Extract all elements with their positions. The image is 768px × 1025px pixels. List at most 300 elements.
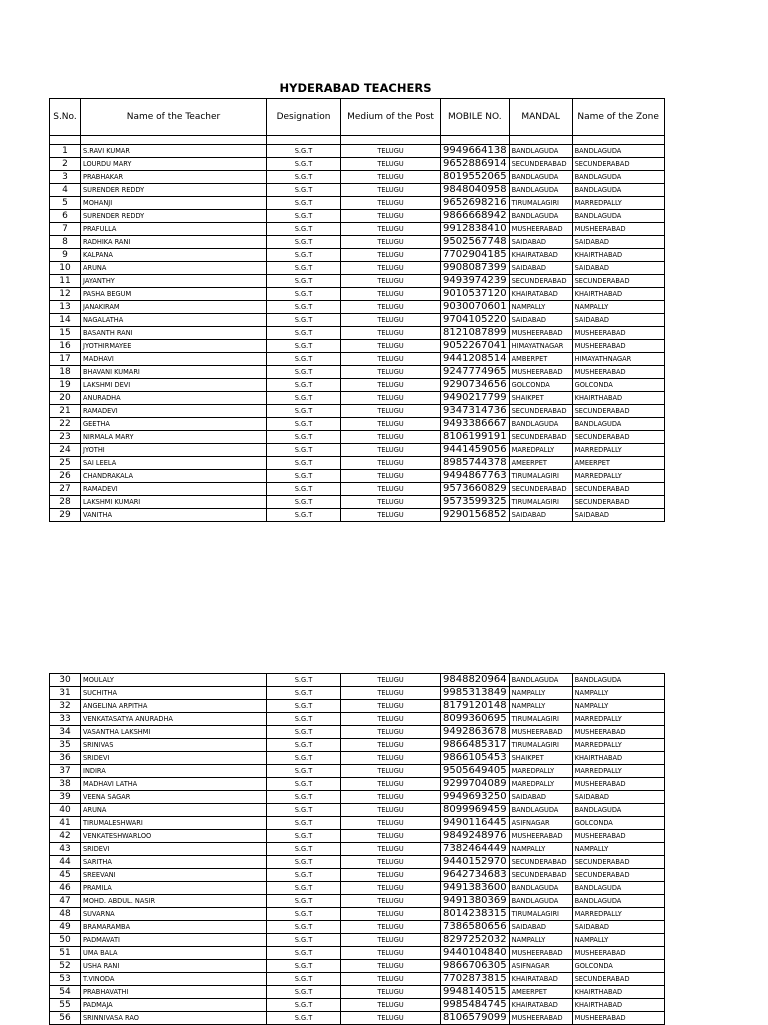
table-body-top: [50, 145, 665, 522]
cell-sno: 56: [50, 1012, 81, 1025]
header-name: Name of the Teacher: [81, 99, 267, 136]
table-row: [50, 509, 665, 522]
cell-name: CHANDRAKALA: [81, 470, 267, 483]
cell-mobile: 8297252032: [441, 934, 510, 947]
table-row: [50, 145, 665, 158]
cell-medium: TELUGU: [341, 1012, 441, 1025]
cell-mobile: 9030070601: [441, 301, 510, 314]
cell-mandal: TIRUMALAGIRI: [509, 496, 572, 509]
cell-name: SARITHA: [81, 856, 267, 869]
cell-sno: 32: [50, 700, 81, 713]
table-row: [50, 999, 665, 1012]
cell-name: SURENDER REDDY: [81, 210, 267, 223]
cell-medium: TELUGU: [341, 830, 441, 843]
table-row: [50, 184, 665, 197]
cell-mobile: 8019552065: [441, 171, 510, 184]
cell-sno: 1: [50, 145, 81, 158]
cell-zone: SAIDABAD: [572, 262, 664, 275]
cell-name: MOHANJI: [81, 197, 267, 210]
cell-mandal: BANDLAGUDA: [509, 882, 572, 895]
cell-sno: 24: [50, 444, 81, 457]
table-row: [50, 726, 665, 739]
cell-designation: S.G.T: [267, 830, 341, 843]
cell-sno: 8: [50, 236, 81, 249]
table-row: [50, 171, 665, 184]
cell-designation: S.G.T: [267, 509, 341, 522]
header-mobile: MOBILE NO.: [441, 99, 510, 136]
cell-designation: S.G.T: [267, 301, 341, 314]
cell-medium: TELUGU: [341, 908, 441, 921]
cell-medium: TELUGU: [341, 210, 441, 223]
cell-zone: MARREDPALLY: [572, 197, 664, 210]
cell-mandal: MUSHEERABAD: [509, 366, 572, 379]
header-designation: Designation: [267, 99, 341, 136]
cell-name: LOURDU MARY: [81, 158, 267, 171]
cell-mobile: 9985484745: [441, 999, 510, 1012]
cell-zone: GOLCONDA: [572, 817, 664, 830]
cell-sno: 10: [50, 262, 81, 275]
cell-designation: S.G.T: [267, 947, 341, 960]
cell-designation: S.G.T: [267, 314, 341, 327]
table-row: [50, 288, 665, 301]
cell-designation: S.G.T: [267, 869, 341, 882]
cell-mobile: 9866706305: [441, 960, 510, 973]
cell-mandal: KHAIRATABAD: [509, 249, 572, 262]
cell-designation: S.G.T: [267, 249, 341, 262]
cell-mandal: MUSHEERABAD: [509, 726, 572, 739]
cell-designation: S.G.T: [267, 184, 341, 197]
cell-medium: TELUGU: [341, 314, 441, 327]
cell-zone: BANDLAGUDA: [572, 145, 664, 158]
cell-name: KALPANA: [81, 249, 267, 262]
cell-designation: S.G.T: [267, 999, 341, 1012]
table-row: [50, 687, 665, 700]
cell-mandal: MUSHEERABAD: [509, 223, 572, 236]
table-row: [50, 457, 665, 470]
cell-medium: TELUGU: [341, 947, 441, 960]
cell-designation: S.G.T: [267, 457, 341, 470]
cell-medium: TELUGU: [341, 392, 441, 405]
cell-zone: MARREDPALLY: [572, 713, 664, 726]
cell-zone: MARREDPALLY: [572, 765, 664, 778]
cell-designation: S.G.T: [267, 739, 341, 752]
cell-medium: TELUGU: [341, 184, 441, 197]
table-row: [50, 431, 665, 444]
cell-sno: 27: [50, 483, 81, 496]
cell-zone: SECUNDERABAD: [572, 275, 664, 288]
cell-zone: SECUNDERABAD: [572, 973, 664, 986]
cell-name: PADMAVATI: [81, 934, 267, 947]
cell-designation: S.G.T: [267, 791, 341, 804]
cell-mobile: 9492863678: [441, 726, 510, 739]
cell-sno: 26: [50, 470, 81, 483]
table-row: [50, 301, 665, 314]
cell-mobile: 8985744378: [441, 457, 510, 470]
table-row: [50, 444, 665, 457]
cell-designation: S.G.T: [267, 262, 341, 275]
cell-mandal: SHAIKPET: [509, 392, 572, 405]
cell-designation: S.G.T: [267, 960, 341, 973]
table-row: [50, 249, 665, 262]
cell-name: MADHAVI: [81, 353, 267, 366]
cell-zone: SECUNDERABAD: [572, 405, 664, 418]
cell-mobile: 9642734683: [441, 869, 510, 882]
cell-name: BASANTH RANI: [81, 327, 267, 340]
table-row: [50, 713, 665, 726]
cell-mobile: 9949693250: [441, 791, 510, 804]
cell-zone: MUSHEERABAD: [572, 223, 664, 236]
cell-zone: HIMAYATHNAGAR: [572, 353, 664, 366]
cell-mandal: ASIFNAGAR: [509, 960, 572, 973]
cell-mobile: 7382464449: [441, 843, 510, 856]
cell-medium: TELUGU: [341, 791, 441, 804]
cell-mandal: MUSHEERABAD: [509, 830, 572, 843]
cell-mandal: NAMPALLY: [509, 687, 572, 700]
cell-mandal: HIMAYATNAGAR: [509, 340, 572, 353]
cell-sno: 49: [50, 921, 81, 934]
table-row: [50, 973, 665, 986]
cell-name: SURENDER REDDY: [81, 184, 267, 197]
cell-mobile: 7702873815: [441, 973, 510, 986]
cell-mobile: 9505649405: [441, 765, 510, 778]
cell-sno: 46: [50, 882, 81, 895]
table-row: [50, 752, 665, 765]
cell-name: JANAKIRAM: [81, 301, 267, 314]
cell-medium: TELUGU: [341, 483, 441, 496]
cell-mobile: 9573599325: [441, 496, 510, 509]
cell-medium: TELUGU: [341, 288, 441, 301]
cell-zone: MUSHEERABAD: [572, 778, 664, 791]
cell-sno: 22: [50, 418, 81, 431]
table-row: [50, 392, 665, 405]
cell-medium: TELUGU: [341, 934, 441, 947]
cell-designation: S.G.T: [267, 379, 341, 392]
cell-mobile: 9441459056: [441, 444, 510, 457]
cell-designation: S.G.T: [267, 778, 341, 791]
header-medium: Medium of the Post: [341, 99, 441, 136]
table-row: [50, 843, 665, 856]
cell-mandal: KHAIRATABAD: [509, 999, 572, 1012]
cell-designation: S.G.T: [267, 223, 341, 236]
cell-sno: 9: [50, 249, 81, 262]
cell-mobile: 9491383600: [441, 882, 510, 895]
cell-zone: NAMPALLY: [572, 843, 664, 856]
cell-mandal: AMBERPET: [509, 353, 572, 366]
table-row: [50, 327, 665, 340]
cell-mandal: SECUNDERABAD: [509, 158, 572, 171]
cell-mandal: GOLCONDA: [509, 379, 572, 392]
cell-mobile: 8099969459: [441, 804, 510, 817]
cell-zone: BANDLAGUDA: [572, 210, 664, 223]
cell-medium: TELUGU: [341, 444, 441, 457]
cell-sno: 18: [50, 366, 81, 379]
cell-zone: KHAIRTHABAD: [572, 999, 664, 1012]
table-row: [50, 960, 665, 973]
table-row: [50, 765, 665, 778]
cell-zone: SECUNDERABAD: [572, 869, 664, 882]
cell-zone: KHAIRTHABAD: [572, 288, 664, 301]
cell-name: LAKSHMI DEVI: [81, 379, 267, 392]
cell-designation: S.G.T: [267, 418, 341, 431]
cell-designation: S.G.T: [267, 752, 341, 765]
table-row: [50, 236, 665, 249]
table-row: [50, 210, 665, 223]
cell-name: INDIRA: [81, 765, 267, 778]
cell-mobile: 9290734656: [441, 379, 510, 392]
cell-designation: S.G.T: [267, 1012, 341, 1025]
cell-medium: TELUGU: [341, 262, 441, 275]
cell-designation: S.G.T: [267, 674, 341, 687]
cell-name: VANITHA: [81, 509, 267, 522]
cell-medium: TELUGU: [341, 687, 441, 700]
cell-sno: 28: [50, 496, 81, 509]
table-row: [50, 674, 665, 687]
cell-designation: S.G.T: [267, 687, 341, 700]
cell-mandal: NAMPALLY: [509, 700, 572, 713]
cell-mobile: 9949664138: [441, 145, 510, 158]
cell-designation: S.G.T: [267, 496, 341, 509]
cell-mandal: SECUNDERABAD: [509, 431, 572, 444]
cell-medium: TELUGU: [341, 366, 441, 379]
cell-zone: MUSHEERABAD: [572, 726, 664, 739]
cell-medium: TELUGU: [341, 275, 441, 288]
cell-medium: TELUGU: [341, 301, 441, 314]
cell-medium: TELUGU: [341, 405, 441, 418]
cell-mobile: 9502567748: [441, 236, 510, 249]
cell-medium: TELUGU: [341, 778, 441, 791]
cell-mandal: BANDLAGUDA: [509, 210, 572, 223]
cell-name: VEENA SAGAR: [81, 791, 267, 804]
cell-mobile: 9490217799: [441, 392, 510, 405]
cell-medium: TELUGU: [341, 197, 441, 210]
cell-medium: TELUGU: [341, 171, 441, 184]
cell-medium: TELUGU: [341, 457, 441, 470]
cell-mandal: TIRUMALAGIRI: [509, 197, 572, 210]
cell-sno: 51: [50, 947, 81, 960]
cell-medium: TELUGU: [341, 752, 441, 765]
cell-medium: TELUGU: [341, 353, 441, 366]
cell-designation: S.G.T: [267, 197, 341, 210]
cell-mobile: 8106579099: [441, 1012, 510, 1025]
table-row: [50, 314, 665, 327]
cell-mandal: SECUNDERABAD: [509, 483, 572, 496]
cell-designation: S.G.T: [267, 934, 341, 947]
cell-name: LAKSHMI KUMARI: [81, 496, 267, 509]
cell-designation: S.G.T: [267, 236, 341, 249]
cell-sno: 3: [50, 171, 81, 184]
cell-designation: S.G.T: [267, 973, 341, 986]
cell-name: NAGALATHA: [81, 314, 267, 327]
cell-zone: BANDLAGUDA: [572, 418, 664, 431]
cell-sno: 7: [50, 223, 81, 236]
cell-sno: 44: [50, 856, 81, 869]
cell-mobile: 9704105220: [441, 314, 510, 327]
cell-zone: NAMPALLY: [572, 934, 664, 947]
cell-zone: BANDLAGUDA: [572, 184, 664, 197]
cell-zone: MUSHEERABAD: [572, 327, 664, 340]
cell-mandal: AMEERPET: [509, 457, 572, 470]
cell-sno: 33: [50, 713, 81, 726]
cell-mobile: 9866668942: [441, 210, 510, 223]
cell-zone: SAIDABAD: [572, 314, 664, 327]
cell-medium: TELUGU: [341, 340, 441, 353]
cell-medium: TELUGU: [341, 145, 441, 158]
cell-mobile: 9299704089: [441, 778, 510, 791]
cell-name: PRAMILA: [81, 882, 267, 895]
cell-name: VENKATESHWARLOO: [81, 830, 267, 843]
cell-sno: 48: [50, 908, 81, 921]
cell-name: MADHAVI LATHA: [81, 778, 267, 791]
table-row: [50, 158, 665, 171]
cell-medium: TELUGU: [341, 379, 441, 392]
cell-mobile: 9908087399: [441, 262, 510, 275]
cell-mandal: TIRUMALAGIRI: [509, 713, 572, 726]
cell-designation: S.G.T: [267, 700, 341, 713]
cell-mandal: SAIDABAD: [509, 236, 572, 249]
cell-name: TIRUMALESHWARI: [81, 817, 267, 830]
cell-medium: TELUGU: [341, 765, 441, 778]
cell-name: JYOTHIRMAYEE: [81, 340, 267, 353]
cell-mobile: 8121087899: [441, 327, 510, 340]
cell-sno: 17: [50, 353, 81, 366]
cell-designation: S.G.T: [267, 366, 341, 379]
cell-sno: 54: [50, 986, 81, 999]
cell-medium: TELUGU: [341, 713, 441, 726]
cell-mandal: MUSHEERABAD: [509, 327, 572, 340]
cell-mandal: BANDLAGUDA: [509, 184, 572, 197]
cell-mobile: 7386580656: [441, 921, 510, 934]
cell-zone: KHAIRTHABAD: [572, 392, 664, 405]
table-row: [50, 353, 665, 366]
table-row: [50, 418, 665, 431]
cell-designation: S.G.T: [267, 210, 341, 223]
table-row: [50, 921, 665, 934]
cell-mobile: 8179120148: [441, 700, 510, 713]
cell-designation: S.G.T: [267, 158, 341, 171]
cell-sno: 45: [50, 869, 81, 882]
cell-zone: KHAIRTHABAD: [572, 986, 664, 999]
cell-medium: TELUGU: [341, 418, 441, 431]
cell-sno: 50: [50, 934, 81, 947]
cell-zone: SECUNDERABAD: [572, 496, 664, 509]
cell-zone: MARREDPALLY: [572, 908, 664, 921]
cell-zone: GOLCONDA: [572, 379, 664, 392]
cell-mandal: ASIFNAGAR: [509, 817, 572, 830]
table-row: [50, 700, 665, 713]
cell-designation: S.G.T: [267, 921, 341, 934]
cell-designation: S.G.T: [267, 444, 341, 457]
page-title: HYDERABAD TEACHERS: [279, 81, 432, 95]
cell-zone: NAMPALLY: [572, 687, 664, 700]
cell-mandal: MUSHEERABAD: [509, 947, 572, 960]
cell-medium: TELUGU: [341, 431, 441, 444]
cell-designation: S.G.T: [267, 765, 341, 778]
cell-mandal: TIRUMALAGIRI: [509, 739, 572, 752]
cell-name: T.VINODA: [81, 973, 267, 986]
cell-designation: S.G.T: [267, 275, 341, 288]
cell-sno: 11: [50, 275, 81, 288]
cell-sno: 30: [50, 674, 81, 687]
cell-medium: TELUGU: [341, 869, 441, 882]
cell-mandal: SAIDABAD: [509, 314, 572, 327]
cell-name: PRABHAVATHI: [81, 986, 267, 999]
table-row: [50, 804, 665, 817]
cell-mobile: 9494867763: [441, 470, 510, 483]
cell-medium: TELUGU: [341, 856, 441, 869]
cell-mandal: KHAIRATABAD: [509, 288, 572, 301]
cell-mandal: AMEERPET: [509, 986, 572, 999]
cell-mobile: 8099360695: [441, 713, 510, 726]
cell-sno: 34: [50, 726, 81, 739]
table-row: [50, 340, 665, 353]
cell-mobile: 9347314736: [441, 405, 510, 418]
cell-zone: SAIDABAD: [572, 791, 664, 804]
cell-zone: SAIDABAD: [572, 921, 664, 934]
cell-mandal: NAMPALLY: [509, 934, 572, 947]
cell-mandal: MAREDPALLY: [509, 444, 572, 457]
table-row: [50, 986, 665, 999]
cell-mandal: KHAIRATABAD: [509, 973, 572, 986]
table-row: [50, 895, 665, 908]
cell-mandal: SAIDABAD: [509, 262, 572, 275]
cell-name: PRAFULLA: [81, 223, 267, 236]
table-row: [50, 869, 665, 882]
cell-sno: 37: [50, 765, 81, 778]
cell-zone: BANDLAGUDA: [572, 171, 664, 184]
cell-name: NIRMALA MARY: [81, 431, 267, 444]
cell-mobile: 9290156852: [441, 509, 510, 522]
cell-designation: S.G.T: [267, 145, 341, 158]
cell-zone: SECUNDERABAD: [572, 431, 664, 444]
cell-name: JAYANTHY: [81, 275, 267, 288]
cell-mandal: BANDLAGUDA: [509, 418, 572, 431]
cell-medium: TELUGU: [341, 236, 441, 249]
cell-mobile: 9493974239: [441, 275, 510, 288]
cell-mobile: 9010537120: [441, 288, 510, 301]
cell-mobile: 9491380369: [441, 895, 510, 908]
cell-mobile: 9912838410: [441, 223, 510, 236]
cell-zone: SECUNDERABAD: [572, 158, 664, 171]
cell-designation: S.G.T: [267, 470, 341, 483]
table-row: [50, 197, 665, 210]
cell-mandal: SAIDABAD: [509, 791, 572, 804]
cell-name: VENKATASATYA ANURADHA: [81, 713, 267, 726]
cell-mandal: SAIDABAD: [509, 921, 572, 934]
cell-medium: TELUGU: [341, 999, 441, 1012]
cell-designation: S.G.T: [267, 353, 341, 366]
cell-mobile: 9866105453: [441, 752, 510, 765]
cell-sno: 47: [50, 895, 81, 908]
cell-zone: SAIDABAD: [572, 509, 664, 522]
table-row: [50, 379, 665, 392]
cell-mobile: 9052267041: [441, 340, 510, 353]
cell-mobile: 9848820964: [441, 674, 510, 687]
cell-sno: 29: [50, 509, 81, 522]
cell-name: RAMADEVI: [81, 405, 267, 418]
cell-mandal: BANDLAGUDA: [509, 804, 572, 817]
cell-mobile: 9849248976: [441, 830, 510, 843]
cell-designation: S.G.T: [267, 804, 341, 817]
teachers-table: [49, 98, 665, 522]
cell-zone: SAIDABAD: [572, 236, 664, 249]
cell-designation: S.G.T: [267, 340, 341, 353]
cell-mandal: SAIDABAD: [509, 509, 572, 522]
cell-designation: S.G.T: [267, 713, 341, 726]
table-row: [50, 223, 665, 236]
cell-sno: 35: [50, 739, 81, 752]
cell-mobile: 8014238315: [441, 908, 510, 921]
cell-designation: S.G.T: [267, 856, 341, 869]
